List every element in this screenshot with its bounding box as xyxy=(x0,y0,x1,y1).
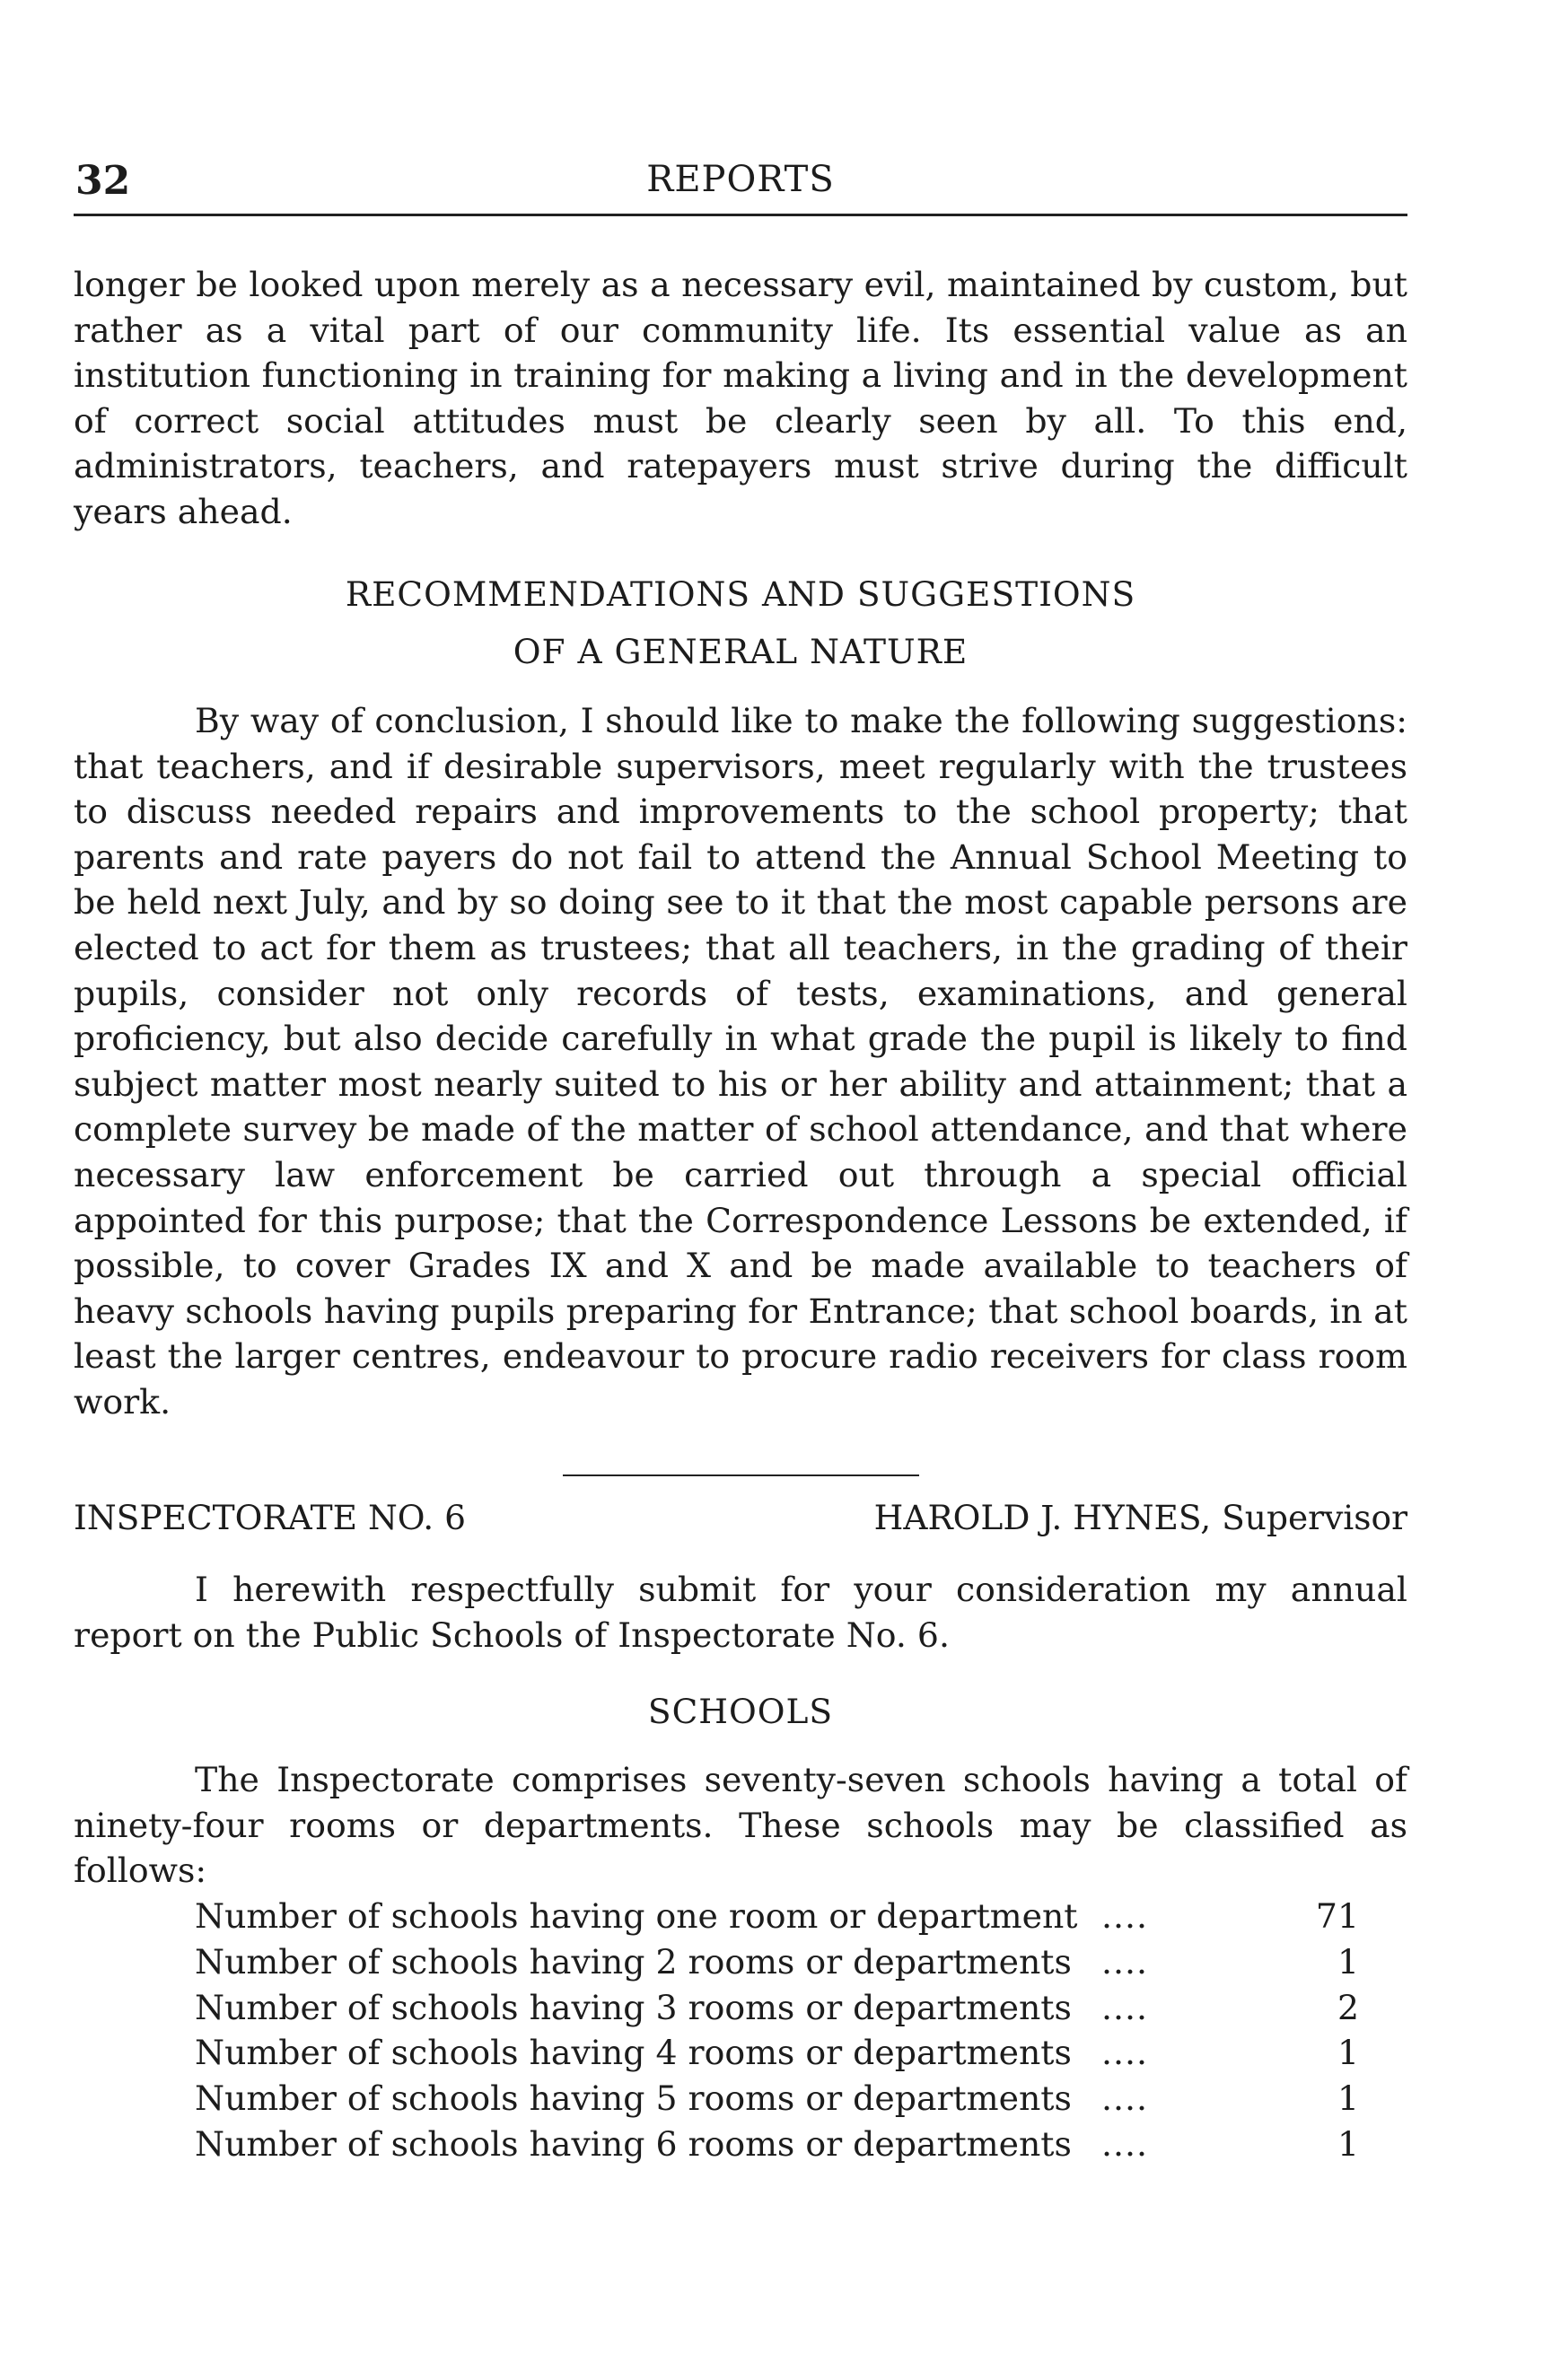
dot-leader: .... xyxy=(1101,2033,1149,2073)
row-value: 1 xyxy=(1337,2078,1359,2119)
row-value: 1 xyxy=(1337,2123,1359,2164)
section-divider xyxy=(563,1474,919,1476)
table-row xyxy=(195,2030,1359,2076)
intro-paragraph: I herewith respectfully submit for your consideration my annual report on the Public Schools of Inspectorate No. 6. xyxy=(74,1570,1407,1655)
row-label: Number of schools having 2 rooms or departments xyxy=(195,1941,1072,1982)
page-number: 32 xyxy=(75,158,131,204)
section-heading-line-2: OF A GENERAL NATURE xyxy=(513,632,969,671)
inspectorate-title: INSPECTORATE NO. 6 xyxy=(74,1498,466,1537)
table-row xyxy=(195,1894,1359,1939)
page-header xyxy=(74,151,1407,216)
supervisor-name: HAROLD J. HYNES, Supervisor xyxy=(873,1498,1407,1537)
row-label: Number of schools having one room or department xyxy=(195,1896,1078,1936)
row-value: 71 xyxy=(1315,1896,1359,1936)
schools-classification-table xyxy=(195,1894,1359,2167)
dot-leader: .... xyxy=(1101,2078,1149,2119)
table-row xyxy=(195,1985,1359,2031)
table-row xyxy=(195,2122,1359,2167)
schools-paragraph: The Inspectorate comprises seventy-seven schools having a total of ninety-four rooms or departments. These schools may be classified as follows: xyxy=(74,1760,1407,1891)
row-label: Number of schools having 3 rooms or departments xyxy=(195,1987,1072,2027)
row-label: Number of schools having 6 rooms or departments xyxy=(195,2123,1072,2164)
recommendations-paragraph: By way of conclusion, I should like to make the following suggestions: that teachers, and if desirable supervisors, meet regularly with the trustees to discuss needed repairs and improvements to the school property; that parents and rate payers do not fail to attend the Annual School Meeting to be held next July, and by so doing see to it that the most capable persons are elected to act for them as trustees; that all teachers, in the grading of their pupils, consider not only records of tests, examinations, and general proficiency, but also decide carefully in what grade the pupil is likely to find subject matter most nearly suited to his or her ability and attainment; that a complete survey be made of the matter of school attendance, and that where necessary law enforcement be carried out through a special official appointed for this purpose; that the Correspondence Lessons be extended, if possible, to cover Grades IX and X and be made available to teachers of heavy schools having pupils preparing for Entrance; that school boards, in at least the larger centres, endeavour to procure radio receivers for class room work. xyxy=(74,701,1407,1422)
dot-leader: .... xyxy=(1101,1941,1149,1982)
paragraph-continuation: longer be looked upon merely as a necessary evil, maintained by custom, but rather as a vital part of our community life. Its essential value as an institution functioning in training for making a living and in the development of correct social attitudes must be clearly seen by all. To this end, administrators, teachers, and ratepayers must strive during the difficult years ahead. xyxy=(74,265,1407,531)
dot-leader: .... xyxy=(1101,1987,1149,2027)
section-heading-line-1: RECOMMENDATIONS AND SUGGESTIONS xyxy=(345,574,1136,614)
dot-leader: .... xyxy=(1101,2123,1149,2164)
row-value: 1 xyxy=(1337,2033,1359,2073)
table-row xyxy=(195,1939,1359,1985)
running-head: REPORTS xyxy=(646,159,835,200)
row-value: 1 xyxy=(1337,1941,1359,1982)
row-value: 2 xyxy=(1337,1987,1359,2027)
table-row xyxy=(195,2076,1359,2122)
row-label: Number of schools having 5 rooms or departments xyxy=(195,2078,1072,2119)
row-label: Number of schools having 4 rooms or departments xyxy=(195,2033,1072,2073)
dot-leader: .... xyxy=(1101,1896,1149,1936)
schools-heading: SCHOOLS xyxy=(647,1692,834,1731)
